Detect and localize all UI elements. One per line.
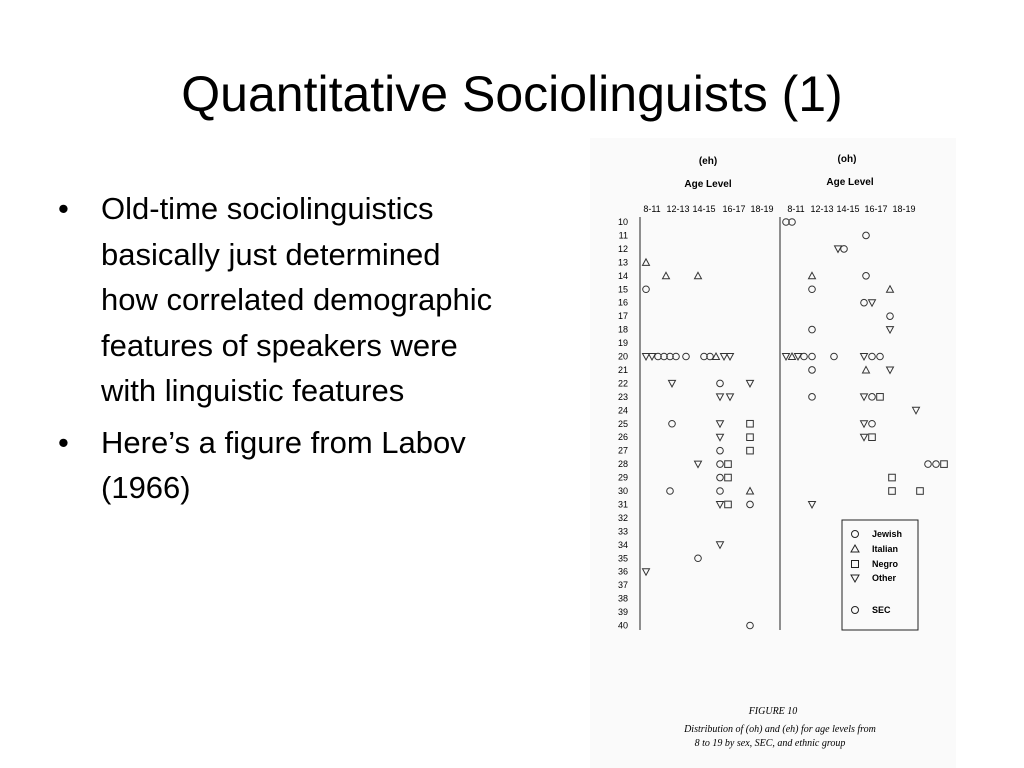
bullet-item	[58, 186, 498, 414]
inverted-triangle-marker	[717, 542, 724, 549]
triangle-marker	[663, 272, 670, 279]
circle-marker	[809, 353, 816, 360]
square-marker	[917, 488, 924, 495]
triangle-marker	[863, 366, 870, 373]
bullet-text: Here’s a figure from Labov (1966)	[101, 424, 466, 505]
square-marker	[725, 461, 732, 468]
oh-header: (oh)	[837, 154, 857, 165]
legend-sec: SEC	[872, 605, 891, 615]
row-label: 22	[617, 378, 628, 389]
row-label: 12	[617, 243, 628, 254]
circle-marker	[933, 461, 940, 468]
inverted-triangle-marker	[643, 569, 650, 576]
row-label: 10	[617, 217, 628, 227]
inverted-triangle-marker	[809, 501, 816, 508]
circle-marker	[717, 380, 724, 387]
square-marker	[725, 474, 732, 481]
square-icon	[852, 561, 859, 568]
row-label: 37	[617, 580, 628, 591]
row-label: 26	[617, 432, 628, 443]
row-label: 24	[617, 405, 628, 416]
age-level-label: 12-13	[810, 204, 834, 214]
inverted-triangle-marker	[717, 394, 724, 401]
row-label: 18	[617, 324, 628, 335]
circle-marker	[877, 353, 884, 360]
figure-caption-title: FIGURE 10	[748, 706, 798, 717]
square-marker	[869, 434, 876, 441]
circle-marker	[717, 447, 724, 454]
oh-age-level-label: Age Level	[826, 177, 874, 188]
inverted-triangle-marker	[727, 394, 734, 401]
slide-title: Quantitative Sociolinguists (1)	[181, 66, 843, 122]
row-label: 40	[617, 620, 628, 631]
eh-age-level-label: Age Level	[684, 179, 732, 190]
triangle-icon	[851, 545, 859, 552]
circle-marker	[717, 488, 724, 495]
circle-marker	[887, 313, 894, 320]
triangle-marker	[809, 272, 816, 279]
square-marker	[747, 420, 754, 427]
row-label: 36	[617, 566, 628, 577]
circle-marker	[809, 367, 816, 374]
row-label: 27	[617, 445, 628, 456]
age-level-label: 12-13	[666, 204, 690, 214]
circle-marker	[809, 394, 816, 401]
row-label: 30	[617, 486, 628, 496]
square-marker	[941, 461, 948, 468]
triangle-marker	[747, 488, 754, 495]
row-label: 14	[617, 270, 628, 281]
inverted-triangle-icon	[851, 575, 859, 582]
inverted-triangle-marker	[727, 354, 734, 361]
row-label: 29	[617, 472, 628, 483]
inverted-triangle-marker	[887, 367, 894, 374]
row-label: 16	[617, 297, 628, 308]
circle-marker	[747, 501, 754, 508]
row-labels	[618, 217, 628, 631]
row-label: 34	[617, 539, 628, 550]
row-label: 31	[617, 499, 628, 510]
inverted-triangle-marker	[861, 434, 868, 441]
circled-c-icon	[852, 607, 859, 614]
circle-marker	[861, 299, 868, 306]
age-level-labels	[643, 204, 915, 214]
bullet-item	[58, 420, 498, 511]
age-level-label: 16-17	[722, 204, 746, 214]
bullet-list	[58, 186, 498, 517]
inverted-triangle-marker	[717, 501, 724, 508]
inverted-triangle-marker	[887, 327, 894, 334]
square-marker	[889, 474, 896, 481]
inverted-triangle-marker	[721, 354, 728, 361]
row-label: 17	[617, 311, 628, 322]
bullet-text: Old-time sociolinguistics basically just determined how correlated demographic features of speakers were with linguistic features	[101, 191, 493, 408]
row-label: 25	[617, 418, 628, 429]
inverted-triangle-marker	[747, 380, 754, 387]
circle-icon	[852, 531, 859, 538]
inverted-triangle-marker	[717, 421, 724, 428]
legend-other: Other	[872, 573, 897, 583]
circle-marker	[669, 420, 676, 427]
eh-header: (eh)	[698, 156, 718, 167]
row-label: 35	[617, 553, 628, 564]
row-label: 15	[617, 284, 628, 295]
circle-marker	[717, 461, 724, 468]
inverted-triangle-marker	[913, 407, 920, 414]
age-level-label: 18-19	[750, 204, 774, 214]
age-level-label: 8-11	[643, 204, 661, 214]
row-label: 38	[617, 593, 628, 604]
circle-marker	[809, 286, 816, 293]
circle-marker	[863, 232, 870, 239]
figure-caption-line2: 8 to 19 by sex, SEC, and ethnic group	[694, 738, 846, 749]
labov-figure	[590, 138, 956, 768]
circle-marker	[801, 353, 808, 360]
figure-caption-line1: Distribution of (oh) and (eh) for age levels from	[684, 724, 876, 735]
circle-marker	[863, 273, 870, 280]
inverted-triangle-marker	[869, 300, 876, 307]
bullet-dot-icon: •	[58, 424, 69, 460]
circle-marker	[643, 286, 650, 293]
age-level-label: 14-15	[692, 204, 716, 214]
row-label: 21	[617, 364, 628, 375]
circle-marker	[869, 394, 876, 401]
triangle-marker	[887, 286, 894, 293]
inverted-triangle-marker	[861, 354, 868, 361]
inverted-triangle-marker	[861, 394, 868, 401]
inverted-triangle-marker	[669, 380, 676, 387]
row-label: 28	[617, 459, 628, 470]
legend-italian: Italian	[872, 544, 899, 554]
circle-marker	[747, 622, 754, 629]
inverted-triangle-marker	[717, 434, 724, 441]
row-label: 20	[617, 351, 628, 362]
square-marker	[747, 434, 754, 441]
row-label: 19	[617, 338, 628, 349]
row-label: 11	[618, 230, 628, 241]
age-level-label: 8-11	[787, 204, 805, 214]
circle-marker	[869, 353, 876, 360]
age-level-label: 16-17	[864, 204, 888, 214]
square-marker	[725, 501, 732, 508]
data-markers	[643, 219, 948, 629]
circle-marker	[667, 488, 674, 495]
row-label: 33	[617, 526, 628, 537]
circle-marker	[683, 353, 690, 360]
circle-marker	[717, 474, 724, 481]
circle-marker	[809, 326, 816, 333]
circle-marker	[869, 420, 876, 427]
triangle-marker	[695, 272, 702, 279]
legend	[842, 520, 918, 630]
legend-jewish: Jewish	[872, 529, 903, 539]
row-label: 13	[617, 257, 628, 268]
inverted-triangle-marker	[643, 354, 650, 361]
square-marker	[889, 488, 896, 495]
row-label: 23	[617, 391, 628, 402]
figure-image	[590, 138, 956, 768]
row-label: 32	[617, 512, 628, 523]
square-marker	[747, 447, 754, 454]
row-label: 39	[617, 607, 628, 618]
inverted-triangle-marker	[695, 461, 702, 468]
circle-marker	[831, 353, 838, 360]
age-level-label: 18-19	[892, 204, 916, 214]
circle-marker	[695, 555, 702, 562]
inverted-triangle-marker	[861, 421, 868, 428]
triangle-marker	[643, 259, 650, 266]
square-marker	[877, 394, 884, 401]
circle-marker	[841, 246, 848, 253]
age-level-label: 14-15	[836, 204, 860, 214]
circle-marker	[925, 461, 932, 468]
legend-negro: Negro	[872, 559, 899, 569]
bullet-dot-icon: •	[58, 191, 69, 226]
